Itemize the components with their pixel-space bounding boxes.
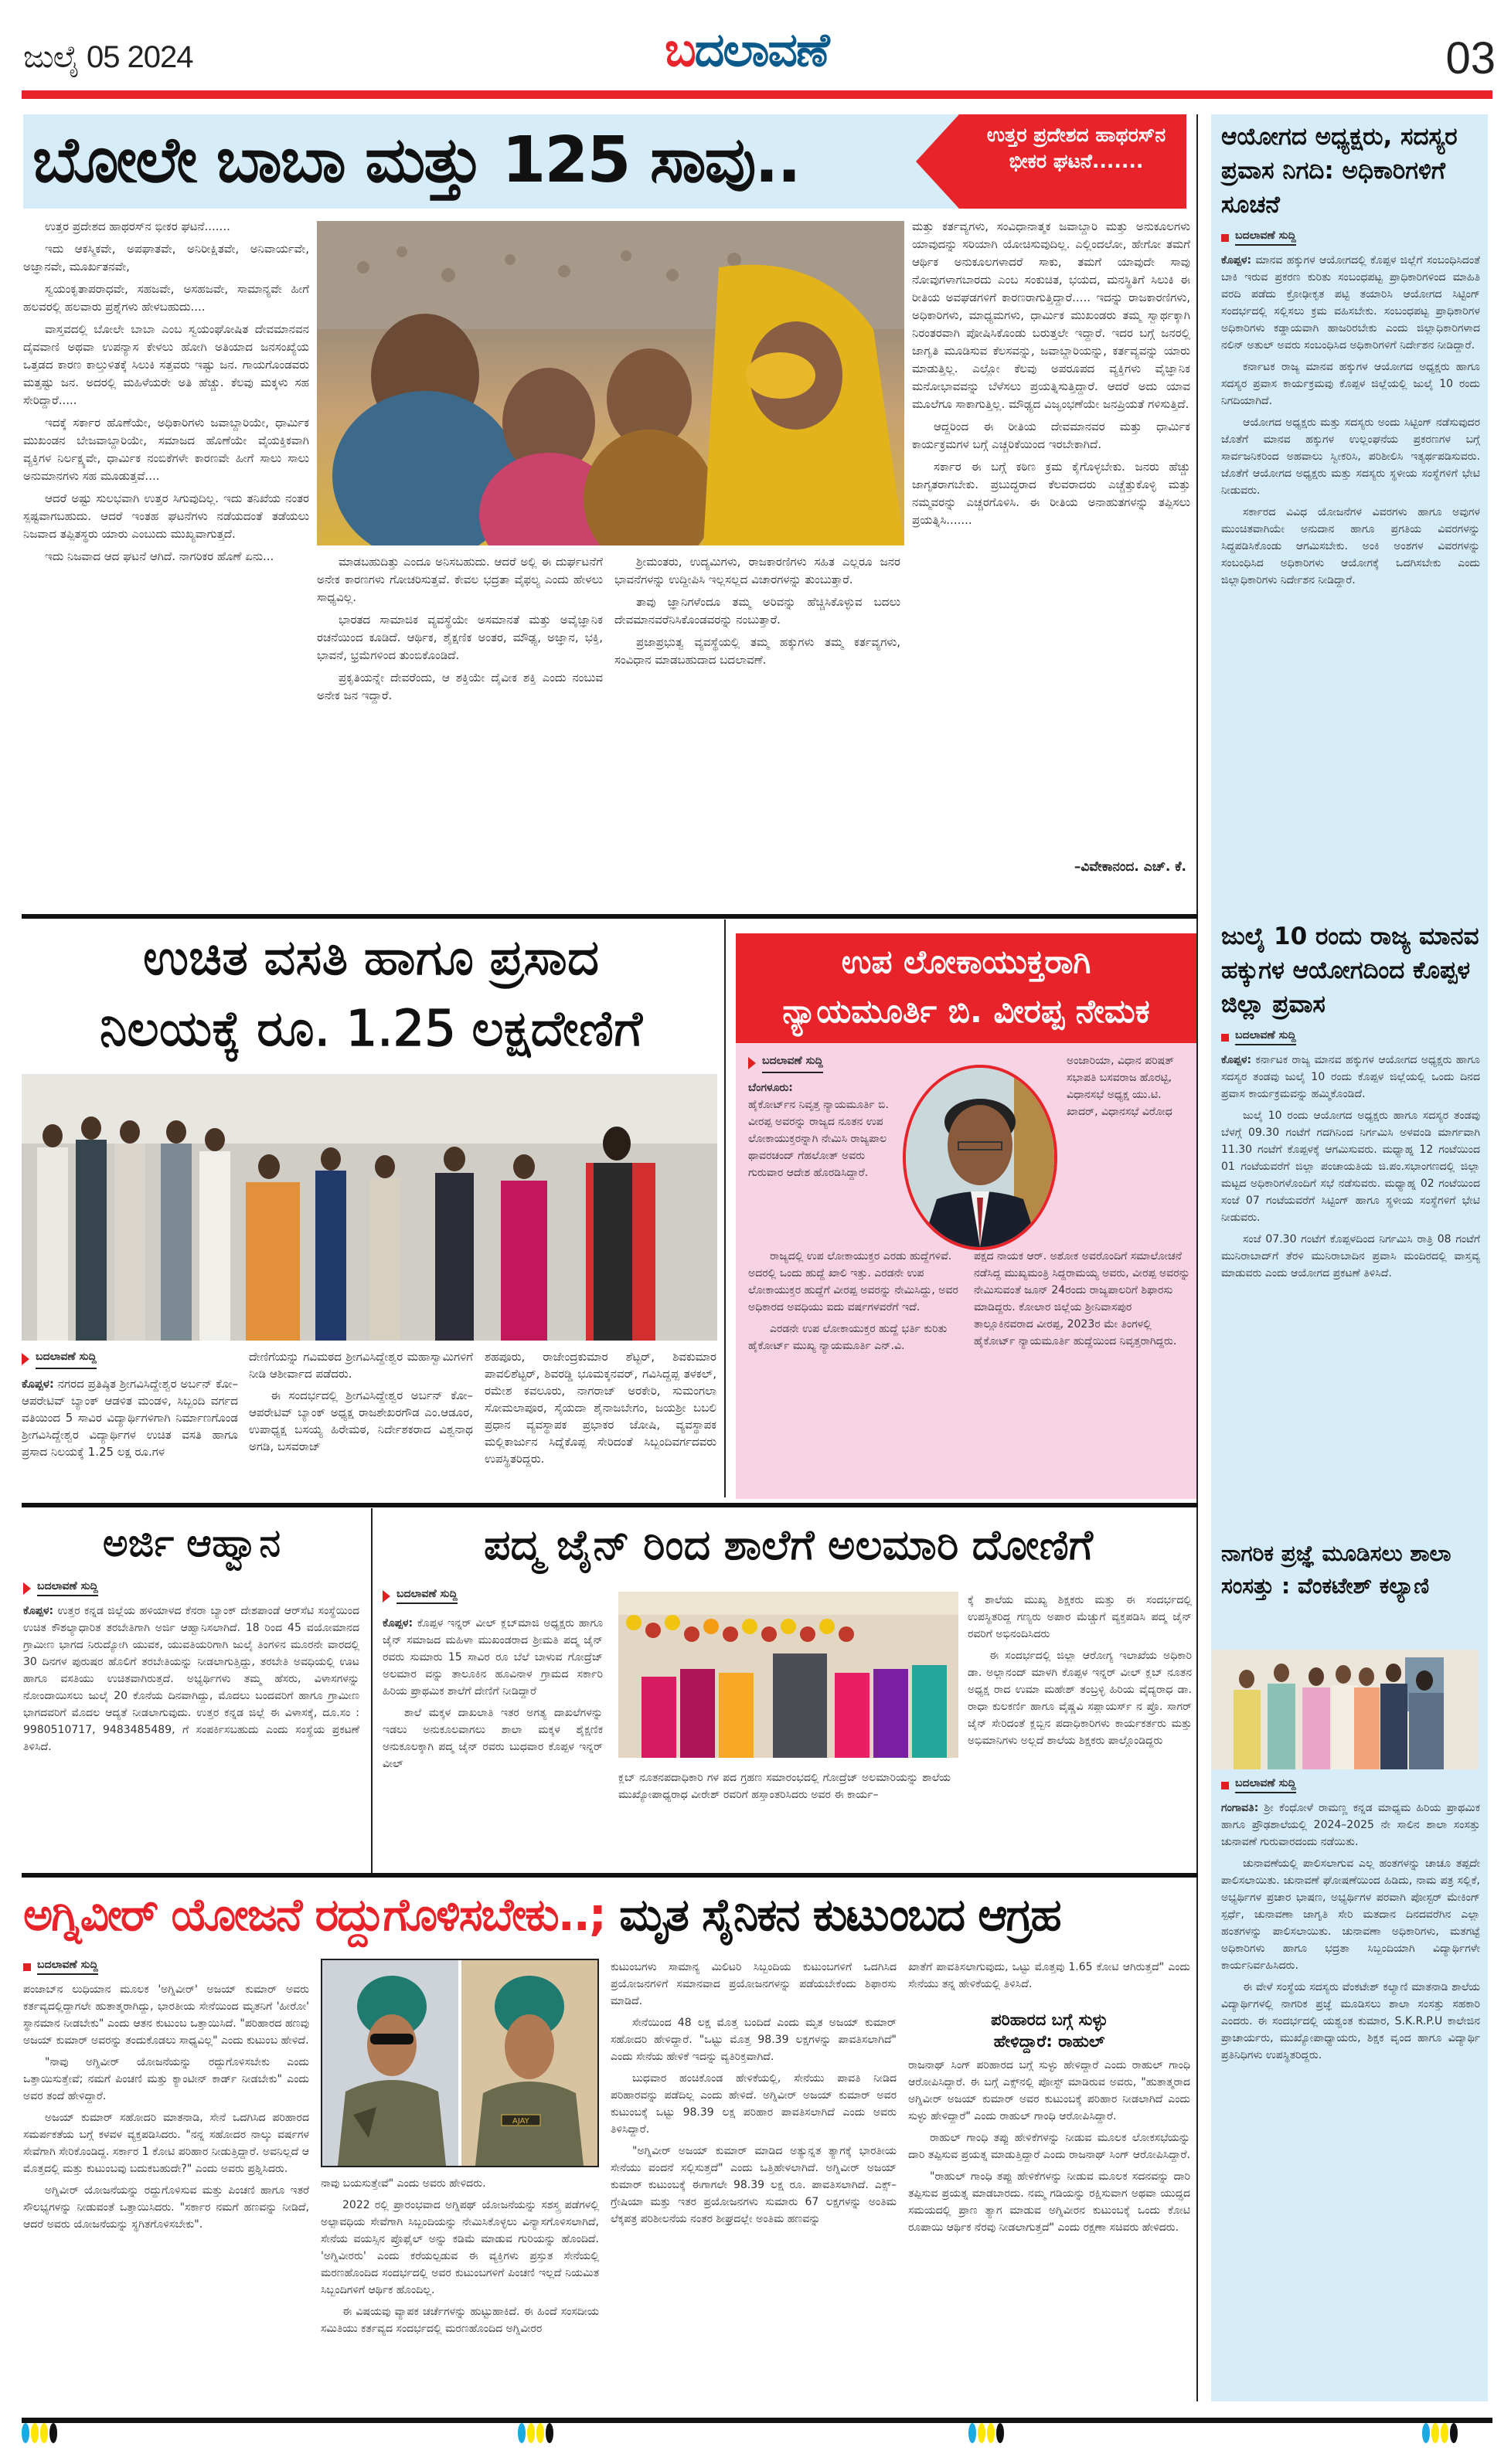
byline: ಬದಲಾವಣೆ ಸುದ್ದಿ [1221, 1777, 1480, 1793]
byline: ಬದಲಾವಣೆ ಸುದ್ದಿ [22, 1348, 238, 1369]
right-top-body: ಕೊಪ್ಪಳ: ಮಾನವ ಹಕ್ಕುಗಳ ಆಯೋಗದಲ್ಲಿ ಕೊಪ್ಪಳ ಜಿಲ್ಲೆಗೆ ಸಂಬಂಧಿಸಿದಂತೆ ಬಾಕಿ ಇರುವ ಪ್ರಕರಣ ಕುರಿತು ಸಂಬಂಧಪಟ್ಟ ಪ್ರಾಧಿಕಾರಿಗಳಿಂದ ಮಾಹಿತಿ ವರದಿ ಪಡೆದು ಕ್ರೋಢೀಕೃತ ಪಟ್ಟಿ ತಯಾರಿಸಿ ಆಯೋಗದ ಸಿಟ್ಟಿಂಗ್ ಸಂದರ್ಭದಲ್ಲಿ ಸಲ್ಲಿಸಲು ಕ್ರಮ ವಹಿಸಬೇಕು. ಸಂಬಂಧಪಟ್ಟ ಪ್ರಾಧಿಕಾರಿಗಳ ಅಧಿಕಾರಿಗಳು ಕಡ್ಡಾಯವಾಗಿ ಹಾಜರಿರಬೇಕು ಎಂದು ಜಿಲ್ಲಾಧಿಕಾರಿಗಳಾದ ನಲಿನ್ ಅತುಲ್ ಅವರು ಸಂಬಂಧಿಸಿದ ಅಧಿಕಾರಿಗಳಿಗೆ ನಿರ್ದೇಶನ ನೀಡಿದ್ದಾರೆ. ಕರ್ನಾಟಕ ರಾಜ್ಯ ಮಾನವ ಹಕ್ಕುಗಳ ಆಯೋಗದ ಅಧ್ಯಕ್ಷರು ಹಾಗೂ ಸದಸ್ಯರ ಪ್ರವಾಸ ಕಾರ್ಯಕ್ರಮವು ಕೊಪ್ಪಳ ಜಿಲ್ಲೆಯಲ್ಲಿ ಜುಲೈ 10 ರಂದು ನಿಗದಿಯಾಗಿದೆ. ಆಯೋಗದ ಅಧ್ಯಕ್ಷರು ಮತ್ತು ಸದಸ್ಯರು ಅಂದು ಸಿಟ್ಟಿಂಗ್ ನಡೆಸುವುದರ ಜೊತೆಗೆ ಮಾನವ ಹಕ್ಕುಗಳ ಉಲ್ಲಂಘನೆಯ ಪ್ರಕರಣಗಳ ಬಗ್ಗೆ ಸಾರ್ವಜನಿಕರಿಂದ ಅಹವಾಲು ಸ್ವೀಕರಿಸಿ, ಪರಿಶೀಲಿಸಿ ಇತ್ಯರ್ಥಪಡಿಸುವರು. ಜೊತೆಗೆ ಆಯೋಗದ ಅಧ್ಯಕ್ಷರು ಮತ್ತು ಸದಸ್ಯರು ಸ್ಥಳೀಯ ಸಂಸ್ಥೆಗಳಿಗೆ ಭೇಟಿ ನೀಡುವರು. ಸರ್ಕಾರದ ವಿವಿಧ ಯೋಜನೆಗಳ ವಿವರಗಳು ಹಾಗೂ ಅವುಗಳ ಮುಂಚಿತವಾಗಿಯೇ ಅನುದಾನ ಹಾಗೂ ಪ್ರಗತಿಯ ವಿವರಗಳನ್ನು ಸಿದ್ಧಪಡಿಸಿಕೊಂಡು ಆಗಮಿಸಬೇಕು. ಅಂಕಿ ಅಂಶಗಳ ವಿವರಗಳನ್ನು ಸಂಬಂಧಿಸಿದ ಅಧಿಕಾರಿಗಳು ಆಯೋಗಕ್ಕೆ ಒದಗಿಸಬೇಕು ಎಂದು ಜಿಲ್ಲಾಧಿಕಾರಿಗಳು ನಿರ್ದೇಶನ ನೀಡಿದ್ದಾರೆ. [1221, 254, 1480, 586]
padma-col-1-wrap [383, 1588, 603, 1610]
byline: ಬದಲಾವಣೆ ಸುದ್ದಿ [23, 1580, 359, 1596]
lead-paragraph: ಭಾರತದ ಸಾಮಾಜಿಕ ವ್ಯವಸ್ಥೆಯೇ ಅಸಮಾನತೆ ಮತ್ತು ಅವೈಜ್ಞಾನಿಕ ರಚನೆಯಿಂದ ಕೂಡಿದೆ. ಆರ್ಥಿಕ, ಶೈಕ್ಷಣಿಕ ಅಂತರ, ಮೌಢ್ಯ, ಅಜ್ಞಾನ, ಭಕ್ತಿ, ಭಾವನೆ, ಭ್ರಮೆಗಳಿಂದ ತುಂಬಿಕೊಂಡಿದೆ. [317, 613, 603, 662]
photo-justice-portrait-icon [906, 1068, 1054, 1247]
vasati-col-1: ಬದಲಾವಣೆ ಸುದ್ದಿ ಕೊಪ್ಪಳ: ನಗರದ ಪ್ರತಿಷ್ಠಿತ ಶ್ರೀಗವಿಸಿದ್ದೇಶ್ವರ ಅರ್ಬನ್ ಕೋ–ಆಪರೇಟಿವ್ ಬ್ಯಾಂಕ್ ಆಡಳಿತ ಮಂಡಳಿ, ಸಿಬ್ಬಂದಿ ವರ್ಗದ ವತಿಯಿಂದ 5 ಸಾವಿರ ವಿದ್ಯಾರ್ಥಿಗಳಿಗಾಗಿ ನಿರ್ಮಾಣಗೊಂಡ ಶ್ರೀಗವಿಸಿದ್ದೇಶ್ವರ ವಿದ್ಯಾರ್ಥಿಗಳ ಉಚಿತ ವಸತಿ ಹಾಗೂ ಪ್ರಸಾದ ನಿಲಯಕ್ಕೆ 1.25 ಲಕ್ಷ ರೂ.ಗಳ [22, 1348, 238, 1483]
lead-col-3 [614, 553, 900, 905]
photo-mourning-women-icon [317, 221, 904, 545]
agni-headline [23, 1882, 1194, 1947]
upa-left-col-bottom: ರಾಜ್ಯದಲ್ಲಿ ಉಪ ಲೋಕಾಯುಕ್ತರ ಎರಡು ಹುದ್ದೆಗಳಿವೆ. ಅದರಲ್ಲಿ ಒಂದು ಹುದ್ದೆ ಖಾಲಿ ಇತ್ತು. ಎರಡನೇ ಉಪ ಲೋಕಾಯುಕ್ತರ ಹುದ್ದೆಗೆ ವೀರಪ್ಪ ಅವರನ್ನು ನೇಮಿಸಿದ್ದು, ಅವರ ಅಧಿಕಾರದ ಅವಧಿಯು ಐದು ವರ್ಷಗಳವರೆಗೆ ಇದೆ. ಎರಡನೇ ಉಪ ಲೋಕಾಯುಕ್ತರ ಹುದ್ದೆ ಭರ್ತಿ ಕುರಿತು ಹೈಕೋರ್ಟ್ ಮುಖ್ಯ ನ್ಯಾಯಮೂರ್ತಿ ಎನ್.ವಿ. [748, 1250, 958, 1352]
byline: ಬದಲಾವಣೆ ಸುದ್ದಿ [23, 1959, 309, 1975]
page-number: 03 [1445, 33, 1496, 83]
dateline: ಕೊಪ್ಪಳ: [23, 1605, 54, 1617]
lead-paragraph: ಇದು ನಿಜವಾದ ಆದ ಘಟನೆ ಆಗಿದೆ. ನಾಗರಿಕರ ಹೊಣೆ ಏನು... [45, 549, 274, 563]
agni-subheadline-2: ಹೇಳಿದ್ದಾರೆ: ರಾಹುಲ್ [993, 2032, 1105, 2051]
vasati-col-2: ದೇಣಿಗೆಯನ್ನು ಗವಿಮಠದ ಶ್ರೀಗವಿಸಿದ್ದೇಶ್ವರ ಮಹಾಸ್ವಾಮಿಗಳಿಗೆ ನೀಡಿ ಆಶೀರ್ವಾದ ಪಡೆದರು. ಈ ಸಂದರ್ಭದಲ್ಲಿ ಶ್ರೀಗವಿಸಿದ್ದೇಶ್ವರ ಅರ್ಬನ್ ಕೋ–ಆಪರೇಟಿವ್ ಬ್ಯಾಂಕ್ ಅಧ್ಯಕ್ಷ ರಾಜಶೇಖರಗೌಡ ಎಂ.ಆಡೂರ, ಉಪಾಧ್ಯಕ್ಷ ಬಸಯ್ಯ ಹಿರೇಮಠ, ನಿರ್ದೇಶಕರಾದ ವಿಶ್ವನಾಥ ಅಗಡಿ, ಬಸವರಾಜ್ [249, 1350, 473, 1453]
veerappa-portrait[interactable] [903, 1065, 1057, 1250]
red-triangle-icon [383, 1590, 390, 1602]
masthead [0, 0, 1511, 89]
arji-article [23, 1580, 359, 1869]
column-divider [1196, 114, 1198, 2401]
issue-date: ಜುಲೈ 05 2024 [23, 40, 193, 74]
photo-donation-group-icon [22, 1074, 717, 1341]
agni-col-1-wrap [23, 1959, 309, 2414]
agni-headline-red: ಅಗ್ನಿವೀರ್ ಯೋಜನೆ ರದ್ದುಗೊಳಿಸಬೇಕು..; [23, 1888, 606, 1941]
padma-col-3: ಕ್ಕೆ ಶಾಲೆಯ ಮುಖ್ಯ ಶಿಕ್ಷಕರು ಮತ್ತು ಈ ಸಂದರ್ಭದಲ್ಲಿ ಉಪಸ್ಥಿತರಿದ್ದ ಗಣ್ಯರು ಅಪಾರ ಮೆಚ್ಚುಗೆ ವ್ಯಕ್ತಪಡಿಸಿ ಪದ್ಮ ಜೈನ್ ರವರಿಗೆ ಅಭಿನಂದಿಸಿದರು ಈ ಸಂದರ್ಭದಲ್ಲಿ ಜಿಲ್ಲಾ ಆರೋಗ್ಯ ಇಲಾಖೆಯ ಅಧಿಕಾರಿ ಡಾ. ಅಲ್ಲಾನಂದ್ ಮಾಳಗಿ ಕೊಪ್ಪಳ ಇನ್ನರ್ ವೀಲ್ ಕ್ಲಬ್ ನೂತನ ಅಧ್ಯಕ್ಷ ರಾದ ಉಮಾ ಮಹೇಶ್ ತಂಬ್ರಳ್ಳಿ ಹಿರಿಯ ವೈದ್ಯರಾಧ ಡಾ. ರಾಧಾ ಕುಲಕರ್ಣಿ ಹಾಗೂ ವೈಷ್ಣವಿ ಸಪ್ಲಾಯರ್ಸ್ ನ ಪ್ರೊ. ಸಾಗರ್ ಜೈನ್ ಸೇರಿದಂತೆ ಕ್ಲಬ್ಬಿನ ಪದಾಧಿಕಾರಿಗಳು ಕಾರ್ಯಕರ್ತರು ಮತ್ತು ಅಭಿಮಾನಿಗಳು ಅಲ್ಲದೆ ಶಾಲೆಯ ಶಿಕ್ಷಕರು ಪಾಲ್ಗೊಂಡಿದ್ದರು [968, 1594, 1192, 1747]
agni-subheadline-1: ಪರಿಹಾರದ ಬಗ್ಗೆ ಸುಳ್ಳು [991, 2010, 1108, 2029]
lead-paragraph: ಮಾಡಬಹುದಿತ್ತು ಎಂದೂ ಅನಿಸಬಹುದು. ಆದರೆ ಅಲ್ಲಿ ಈ ದುರ್ಘಟನೆಗೆ ಅನೇಕ ಕಾರಣಗಳು ಗೋಚರಿಸುತ್ತವೆ. ಕೇವಲ ಭದ್ರತಾ ವೈಫಲ್ಯ ಎಂದು ಹೇಳಲು ಸಾಧ್ಯವಿಲ್ಲ. [317, 555, 603, 604]
right-mid-article [1221, 919, 1480, 1453]
lead-paragraph: ಪ್ರಕೃತಿಯನ್ನೇ ದೇವರೆಂದು, ಆ ಶಕ್ತಿಯೇ ದೈವೀಕ ಶಕ್ತಿ ಎಂದು ನಂಬುವ ಅನೇಕ ಜನ ಇದ್ದಾರೆ. [317, 671, 603, 702]
lead-col-1 [23, 218, 309, 906]
vasati-headline-2: ನಿಲಯಕ್ಕೆ ರೂ. 1.25 ಲಕ್ಷದೇಣಿಗೆ [99, 1001, 643, 1058]
logo-first-letter: ಬ [665, 23, 695, 77]
color-bar-mark-icon [1422, 2423, 1458, 2443]
registration-marks [0, 2423, 1511, 2446]
arji-headline: ಅರ್ಜಿ ಆಹ್ವಾನ [102, 1521, 281, 1565]
logo-rest: ದಲಾವಣೆ [694, 23, 829, 77]
agni-photo[interactable] [321, 1959, 599, 2167]
vasati-photo[interactable] [22, 1074, 717, 1341]
lead-paragraph: ಶ್ರೀಮಂತರು, ಉದ್ಯಮಿಗಳು, ರಾಜಕಾರಣಿಗಳು ಸಹಿತ ಎಲ್ಲರೂ ಜನರ ಭಾವನೆಗಳನ್ನು ಉದ್ದೀಪಿಸಿ ಇಲ್ಲಸಲ್ಲದ ವಿಚಾರಗಳನ್ನು ತುಂಬುತ್ತಾರೆ. [614, 555, 900, 586]
lead-paragraph: ಉತ್ತರ ಪ್ರದೇಶದ ಹಾಥರಸ್‌ನ ಭೀಕರ ಘಟನೆ....... [45, 219, 230, 233]
masthead-red-rule [22, 90, 1492, 99]
dateline: ಕೊಪ್ಪಳ: [22, 1377, 54, 1391]
dateline: ಗಂಗಾವತಿ: [1221, 1802, 1259, 1814]
dateline: ಕೊಪ್ಪಳ: [383, 1617, 413, 1630]
upa-right-col-top: ಅಂಜಾರಿಯಾ, ವಿಧಾನ ಪರಿಷತ್ ಸಭಾಪತಿ ಬಸವರಾಜ ಹೊರಟ್ಟಿ, ವಿಧಾನಸಭೆ ಅಧ್ಯಕ್ಷ ಯು.ಟಿ. ಖಾದರ್, ವಿಧಾನಸಭೆ ವಿರೋಧ [1067, 1055, 1175, 1118]
red-square-icon [1221, 234, 1229, 242]
lead-paragraph: ಆದ್ದರಿಂದ ಈ ರೀತಿಯ ದೇವಮಾನವರ ಮತ್ತು ಧಾರ್ಮಿಕ ಕಾರ್ಯಕ್ರಮಗಳ ಬಗ್ಗೆ ಎಚ್ಚರಿಕೆಯಿಂದ ಇರಬೇಕಾಗಿದೆ. [912, 420, 1190, 451]
padma-col-1: ಕೊಪ್ಪಳ: ಕೊಪ್ಪಳ ಇನ್ನರ್ ವೀಲ್ ಕ್ಲಬ್‌ಮಾಜಿ ಅಧ್ಯಕ್ಷರು ಹಾಗೂ ಜೈನ್ ಸಮಾಜದ ಮಹಿಳಾ ಮುಖಂಡರಾದ ಶ್ರೀಮತಿ ಪದ್ಮ ಜೈನ್ ರವರು ಸುಮಾರು 15 ಸಾವಿರ ರೂ ಬೆಲೆ ಬಾಳುವ ಗೋದ್ರೆಜ್ ಅಲಮಾರ ವನ್ನು ತಾಲೂಕಿನ ಹೂವಿನಾಳ ಗ್ರಾಮದ ಸರ್ಕಾರಿ ಹಿರಿಯ ಪ್ರಾಥಮಿಕ ಶಾಲೆಗೆ ದೇಣಿಗೆ ನೀಡಿದ್ದಾರೆ ಶಾಲೆ ಮಕ್ಕಳ ದಾಖಲಾತಿ ಇತರ ಅಗತ್ಯ ದಾಖಲೆಗಳನ್ನು ಇಡಲು ಅನುಕೂಲವಾಗಲು ಶಾಲಾ ಮಕ್ಕಳ ಶೈಕ್ಷಣಿಕ ಅನುಕೂಲಕ್ಕಾಗಿ ಪದ್ಮ ಜೈನ್ ರವರು ಬುಧವಾರ ಕೊಪ್ಪಳ ಇನ್ನರ್ ವೀಲ್ [383, 1617, 603, 1770]
upa-headline-2: ನ್ಯಾಯಮೂರ್ತಿ ಬಿ. ವೀರಪ್ಪ ನೇಮಕ [782, 992, 1150, 1030]
arji-body: ಕೊಪ್ಪಳ: ಉತ್ತರ ಕನ್ನಡ ಜಿಲ್ಲೆಯ ಹಳಿಯಾಳದ ಕೆನರಾ ಬ್ಯಾಂಕ್ ದೇಶಪಾಂಡೆ ಆರ್‌ಸೆಟಿ ಸಂಸ್ಥೆಯಿಂದ ಉಚಿತ ಕೌಶಲ್ಯಾಧಾರಿತ ತರಬೇತಿಗಾಗಿ ಅರ್ಜಿ ಆಹ್ವಾನಿಸಲಾಗಿದೆ. 18 ರಿಂದ 45 ವಯೋಮಾನದ ಗ್ರಾಮೀಣ ಭಾಗದ ನಿರುದ್ಯೋಗಿ ಯುವಕ, ಯುವತಿಯರಿಗಾಗಿ ಜುಲೈ ತಿಂಗಳಿನ ಮೂರನೇ ವಾರದಲ್ಲಿ 30 ದಿನಗಳ ಪುರುಷರ ಹೊಲಿಗೆ ತರಬೇತಿಯನ್ನು ನೀಡಲಾಗುತ್ತಿದ್ದು, ತರಬೇತಿ ಅವಧಿಯಲ್ಲಿ ಊಟ ಹಾಗೂ ವಸತಿಯು ಉಚಿತವಾಗಿರುತ್ತದೆ. ಅಭ್ಯರ್ಥಿಗಳು ತಮ್ಮ ಹೆಸರು, ವಿಳಾಸಗಳನ್ನು ನೋಂದಾಯಿಸಲು ಜುಲೈ 20 ಕೊನೆಯ ದಿನವಾಗಿದ್ದು, ಮೊದಲು ಬಂದವರಿಗೆ ಹಾಗೂ ಗ್ರಾಮೀಣ ಭಾಗದವರಿಗೆ ಮೊದಲ ಆದ್ಯತೆ ನೀಡಲಾಗುವುದು. ಉತ್ತರ ಕನ್ನಡ ಜಿಲ್ಲೆ ಈ ವಿಳಾಸಕ್ಕೆ, ದೂ.ಸಂ : 9980510717, 9483485489, ಗೆ ಸಂಪರ್ಕಿಸಬಹುದು ಎಂದು ಸಂಸ್ಥೆಯ ಪ್ರಕಟಣೆ ತಿಳಿಸಿದೆ. [23, 1605, 359, 1753]
agni-col-1: ಪಂಜಾಬ್‌ನ ಲುಧಿಯಾನ ಮೂಲಕ 'ಅಗ್ನಿವೀರ್' ಅಜಯ್ ಕುಮಾರ್ ಅವರು ಕರ್ತವ್ಯದಲ್ಲಿದ್ದಾಗಲೇ ಹುತಾತ್ಮರಾಗಿದ್ದು, ಭಾರತೀಯ ಸೇನೆಯಿಂದ ಮೃತನಿಗೆ 'ಹೀರೋ' ಸ್ಥಾನಮಾನ ನೀಡಬೇಕು" ಎಂದು ಆತನ ಕುಟುಂಬ ಒತ್ತಾಯಿಸಿದೆ. "ಪರಿಹಾರದ ಹಣವು ಅಜಯ್ ಕುಮಾರ್ ಅವರನ್ನು ತಂದುಕೊಡಲು ಸಾಧ್ಯವಿಲ್ಲ" ಎಂದು ಕುಟುಂಬ ಹೇಳಿದೆ. "ನಾವು ಅಗ್ನಿವೀರ್ ಯೋಜನೆಯನ್ನು ರದ್ದುಗೊಳಿಸಬೇಕು ಎಂದು ಒತ್ತಾಯಿಸುತ್ತೇವೆ; ನಮಗೆ ಪಿಂಚಣಿ ಮತ್ತು ಕ್ಯಾಂಟೀನ್ ಕಾರ್ಡ್ ನೀಡಬೇಕು" ಎಂದು ಅವರ ತಂದೆ ಹೇಳಿದ್ದಾರೆ. ಅಜಯ್ ಕುಮಾರ್ ಸಹೋದರಿ ಮಾತನಾಡಿ, ಸೇನೆ ಒದಗಿಸಿದ ಪರಿಹಾರದ ಸಮರ್ಪಕತೆಯ ಬಗ್ಗೆ ಕಳವಳ ವ್ಯಕ್ತಪಡಿಸಿದರು. "ನನ್ನ ಸಹೋದರ ನಾಲ್ಕು ವರ್ಷಗಳ ಸೇವೆಗಾಗಿ ಸೇರಿಕೊಂಡಿದ್ದ. ಸರ್ಕಾರ 1 ಕೋಟಿ ಪರಿಹಾರ ನೀಡುತ್ತಿದ್ದಾರೆ. ಅವನಿಲ್ಲದೆ ಆ ಮೊತ್ತದಲ್ಲಿ ಮತ್ತು ಕುಟುಂಬವು ಬದುಕಬಹುದೇ?" ಎಂದು ಅವರು ಪ್ರಶ್ನಿಸಿದರು. ಅಗ್ನಿವೀರ್ ಯೋಜನೆಯನ್ನು ರದ್ದುಗೊಳಿಸುವ ಮತ್ತು ಪಿಂಚಣಿ ಹಾಗೂ ಇತರೆ ಸೌಲಭ್ಯಗಳನ್ನು ನೀಡುವಂತೆ ಒತ್ತಾಯಿಸಿದರು. "ಸರ್ಕಾರ ನಮಗೆ ಹಣವನ್ನು ನೀಡಿದೆ, ಆದರೆ ಅವರು ಯೋಜನೆಯನ್ನು ಸ್ಥಗಿತಗೊಳಿಸಬೇಕು". [23, 1983, 309, 2231]
padma-headline: ಪದ್ಮ ಜೈನ್ ರಿಂದ ಶಾಲೆಗೆ ಅಲಮಾರಿ ದೋಣಿಗೆ [483, 1521, 1094, 1569]
color-bar-mark-icon [968, 2423, 1004, 2443]
right-bottom-body-wrap [1221, 1777, 1480, 2387]
byline: ಬದಲಾವಣೆ ಸುದ್ದಿ [1221, 1029, 1480, 1045]
lead-paragraph: ಆದರೆ ಅಷ್ಟು ಸುಲಭವಾಗಿ ಉತ್ತರ ಸಿಗುವುದಿಲ್ಲ. ಇದು ತನಿಖೆಯ ನಂತರ ಸ್ಪಷ್ಟವಾಗಬಹುದು. ಆದರೆ ಇಂತಹ ಘಟನೆಗಳು ನಡೆಯದಂತೆ ತಡೆಯಲು ನಿಜವಾದ ತಪ್ಪಿತಸ್ಥರು ಯಾರು ಎಂಬುದು ಮುಖ್ಯವಾಗುತ್ತದೆ. [23, 491, 309, 541]
lead-col-4 [912, 218, 1190, 851]
vasati-headline-1: ಉಚಿತ ವಸತಿ ಹಾಗೂ ಪ್ರಸಾದ [142, 930, 600, 987]
agni-col-4-top: ಖಾತೆಗೆ ಪಾವತಿಸಲಾಗುವುದು, ಒಟ್ಟು ಮೊತ್ತವು 1.65 ಕೋಟಿ ಆಗಿರುತ್ತದೆ" ಎಂದು ಸೇನೆಯು ತನ್ನ ಹೇಳಿಕೆಯಲ್ಲಿ ತಿಳಿಸಿದೆ. [908, 1961, 1190, 1990]
red-square-icon [23, 1963, 31, 1971]
vasati-col-3: ಶಹಪೂರು, ರಾಜೇಂದ್ರಕುಮಾರ ಶೆಟ್ಟರ್, ಶಿವಕುಮಾರ ಪಾವಲಿಶೆಟ್ಟರ್, ಶಿವರಡ್ಡಿ ಭೂಮಕ್ಕನವರ್, ಗವಿಸಿದ್ದಪ್ಪ ತಳಕಲ್, ರಮೇಶ ಕವಲೂರು, ನಾಗರಾಜ್ ಅರಕೇರಿ, ಸುಮಂಗಲಾ ಸೋಮಲಾಪೂರ, ಸೈಯದಾ ಶೈನಾಜಬೇಗಂ, ಜಯಶ್ರೀ ಬಬಲಿ ಪ್ರಧಾನ ವ್ಯವಸ್ಥಾಪಕ ಪ್ರಭಾಕರ ಜೋಷಿ, ವ್ಯವಸ್ಥಾಪಕ ಮಲ್ಲಿಕಾರ್ಜುನ ಸಿದ್ನೆಕೊಪ್ಪ ಸೇರಿದಂತೆ ಸಿಬ್ಬಂದಿವರ್ಗದವರು ಉಪಸ್ಥಿತರಿದ್ದರು. [485, 1350, 716, 1466]
byline: ಬದಲಾವಣೆ ಸುದ್ದಿ [1221, 229, 1480, 246]
lead-paragraph: ಇದು ಆಕಸ್ಮಿಕವೇ, ಅಪಘಾತವೇ, ಅನಿರೀಕ್ಷಿತವೇ, ಅನಿವಾರ್ಯವೇ, ಅಜ್ಞಾನವೇ, ಮೂರ್ಖತನವೇ, [23, 242, 309, 274]
photo-soldier-icon [322, 1960, 597, 2166]
school-parliament-photo[interactable] [1212, 1650, 1479, 1769]
dateline: ಬೆಂಗಳೂರು: [748, 1082, 793, 1094]
lead-signature: –ವಿವೇಕಾನಂದ. ಎಚ್. ಕೆ. [1074, 859, 1186, 875]
section-rule [22, 1873, 1198, 1878]
dateline: ಕೊಪ್ಪಳ: [1221, 254, 1252, 267]
red-triangle-icon [23, 1582, 31, 1595]
dateline: ಕೊಪ್ಪಳ: [1221, 1054, 1252, 1066]
right-bottom-body: ಗಂಗಾವತಿ: ಶ್ರೀ ಕೆಂಧೋಳೆ ರಾಮಣ್ಣ ಕನ್ನಡ ಮಾಧ್ಯಮ ಹಿರಿಯ ಪ್ರಾಥಮಿಕ ಹಾಗೂ ಪ್ರೌಢಶಾಲೆಯಲ್ಲಿ 2024–2025 ನೇ ಸಾಲಿನ ಶಾಲಾ ಸಂಸತ್ತು ಚುನಾವಣೆ ಗುರುವಾರದಂದು ನಡೆಯಿತು. ಚುನಾವಣೆಯಲ್ಲಿ ಪಾಲಿಸಲಾಗುವ ಎಲ್ಲ ಹಂತಗಳನ್ನು ಚಾಚೂ ತಪ್ಪದೇ ಪಾಲಿಸಲಾಯಿತು. ಚುನಾವಣೆ ಘೋಷಣೆಯಿಂದ ಹಿಡಿದು, ನಾಮ ಪತ್ರ ಸಲ್ಲಿಕೆ, ಅಭ್ಯರ್ಥಿಗಳ ಪ್ರಚಾರ ಭಾಷಣ, ಅಭ್ಯರ್ಥಿಗಳ ಪರವಾಗಿ ಪೋಸ್ಟರ್ ಮೇಕಿಂಗ್ ಸ್ಪರ್ಧೆ, ಚುನಾವಣಾ ಜಾಗೃತಿ ಸೇರಿ ಮತದಾನ ದಿನದವರೆಗಿನ ಎಲ್ಲಾ ಹಂತಗಳನ್ನು ಪಾಲಿಸಲಾಯಿತು. ಚುನಾವಣಾ ಅಧಿಕಾರಿಗಳು, ಮತಗಟ್ಟೆ ಅಧಿಕಾರಿಗಳು ಹಾಗೂ ಭದ್ರತಾ ಸಿಬ್ಬಂದಿಯಾಗಿ ವಿದ್ಯಾರ್ಥಿಗಳೇ ಕಾರ್ಯನಿರ್ವಹಿಸಿದರು. ಈ ವೇಳೆ ಸಂಸ್ಥೆಯ ಸದಸ್ಯರು ವೆಂಕಟೇಶ್ ಕಲ್ಯಾಣಿ ಮಾತನಾಡಿ ಶಾಲೆಯ ವಿದ್ಯಾರ್ಥಿಗಳಲ್ಲಿ ನಾಗರಿಕ ಪ್ರಜ್ಞೆ ಮೂಡಿಸಲು ಶಾಲಾ ಸಂಸತ್ತು ಸಹಕಾರಿ ಎಂದರು. ಈ ಸಂದರ್ಭದಲ್ಲಿ ಯಶ್ವಂತ ಕುಮಾರ, S.K.R.P.U ಕಾಲೇಜಿನ ಪ್ರಾಚಾರ್ಯರು, ಮುಖ್ಯೋಪಾಧ್ಯಾಯರು, ಶಿಕ್ಷಕ ವೃಂದ ಹಾಗೂ ವಿದ್ಯಾರ್ಥಿ ಪ್ರತಿನಿಧಿಗಳು ಉಪಸ್ಥಿತರಿದ್ದರು. [1221, 1802, 1480, 2061]
byline: ಬದಲಾವಣೆ ಸುದ್ದಿ [383, 1588, 603, 1604]
photo-group-icon [1212, 1650, 1479, 1769]
padma-col-2: ಕ್ಲಬ್ ನೂತನಪದಾಧಿಕಾರಿ ಗಳ ಪದ ಗ್ರಹಣ ಸಮಾರಂಭದಲ್ಲಿ ಗೋದ್ರೆಜ್ ಅಲಮಾರಿಯನ್ನು ಶಾಲೆಯ ಮುಖ್ಯೋಪಾಧ್ಯರಾಧ ವೀರೇಶ್ ರವರಿಗೆ ಹಸ್ತಾಂತರಿಸಿದರು ಅವರ ಈ ಕಾರ್ಯ– [618, 1772, 951, 1801]
lead-paragraph: ಇದಕ್ಕೆ ಸರ್ಕಾರ ಹೊಣೆಯೇ, ಅಧಿಕಾರಿಗಳು ಜವಾಬ್ದಾರಿಯೇ, ಧಾರ್ಮಿಕ ಮುಖಂಡನ ಬೇಜವಾಬ್ದಾರಿಯೇ, ಸಮಾಜದ ಹೊಣೆಯೇ ವೈಯಕ್ತಿಕವಾಗಿ ವ್ಯಕ್ತಿಗಳ ನಿರ್ಲಕ್ಷ್ಯವೇ, ಧಾರ್ಮಿಕ ನಂಬಿಕೆಗಳೇ ಕಾರಣವೇ ಹೀಗೆ ಸಾಲು ಸಾಲು ಅನುಮಾನಗಳು ಸಹ ಮೂಡುತ್ತವೆ.... [23, 416, 309, 483]
padma-photo[interactable] [618, 1592, 958, 1758]
color-bar-mark-icon [518, 2423, 553, 2443]
lead-paragraph: ಸ್ವಯಂಕೃತಾಪರಾಧವೇ, ಸಹಜವೇ, ಅಸಹಜವೇ, ಸಾಮಾನ್ಯವೇ ಹೀಗೆ ಹಲವರಲ್ಲಿ ಹಲವಾರು ಪ್ರಶ್ನೆಗಳು ಹೇಳಬಹುದು.... [23, 282, 309, 314]
agni-col-3: ಕುಟುಂಬಗಳು ಸಾಮಾನ್ಯ ಮಿಲಿಟರಿ ಸಿಬ್ಬಂದಿಯ ಕುಟುಂಬಗಳಿಗೆ ಒದಗಿಸಿದ ಪ್ರಯೋಜನಗಳಿಗೆ ಸಮಾನವಾದ ಪ್ರಯೋಜನಗಳನ್ನು ಪಡೆಯಬೇಕೆಂದು ಶಿಫಾರಸು ಮಾಡಿದೆ. ಸೇನೆಯಿಂದ 48 ಲಕ್ಷ ಮೊತ್ತ ಬಂದಿದೆ ಎಂದು ಮೃತ ಅಜಯ್ ಕುಮಾರ್ ಸಹೋದರಿ ಹೇಳಿದ್ದಾರೆ. "ಒಟ್ಟು ಮೊತ್ತ 98.39 ಲಕ್ಷಗಳನ್ನು ಪಾವತಿಸಲಾಗಿದೆ" ಎಂದು ಸೇನೆಯ ಹೇಳಿಕೆ ಇದನ್ನು ವ್ಯತಿರಿಕ್ತವಾಗಿದೆ. ಬುಧವಾರ ಹಂಚಿಕೊಂಡ ಹೇಳಿಕೆಯಲ್ಲಿ, ಸೇನೆಯು ಪಾವತಿ ನೀಡಿದ ಪರಿಹಾರವನ್ನು ಪಡೆದಿಲ್ಲ ಎಂದು ಹೇಳಿದೆ. ಅಗ್ನಿವೀರ್ ಅಜಯ್ ಕುಮಾರ್ ಅವರ ಕುಟುಂಬಕ್ಕೆ ಒಟ್ಟು 98.39 ಲಕ್ಷ ಪರಿಹಾರ ಪಾವತಿಸಲಾಗಿದೆ ಎಂದು ಅವರು ತಿಳಿಸಿದ್ದಾರೆ. "ಅಗ್ನಿವೀರ್ ಅಜಯ್ ಕುಮಾರ್ ಮಾಡಿದ ಅತ್ಯುನ್ನತ ತ್ಯಾಗಕ್ಕೆ ಭಾರತೀಯ ಸೇನೆಯು ವಂದನೆ ಸಲ್ಲಿಸುತ್ತದೆ" ಎಂದು ಒತ್ತಿಹೇಳಲಾಗಿದೆ. ಅಗ್ನಿವೀರ್ ಅಜಯ್ ಕುಮಾರ್ ಕುಟುಂಬಕ್ಕೆ ಈಗಾಗಲೇ 98.39 ಲಕ್ಷ ರೂ. ಪಾವತಿಸಲಾಗಿದೆ. ಎಕ್ಸ್–ಗ್ರೇಷಿಯಾ ಮತ್ತು ಇತರ ಪ್ರಯೋಜನಗಳು ಸುಮಾರು 67 ಲಕ್ಷಗಳನ್ನು ಅಂತಿಮ ಲೆಕ್ಕಪತ್ರ ಪರಿಶೀಲನೆಯ ನಂತರ ಶೀಘ್ರದಲ್ಲೇ ಅಂತಿಮ ಹಣವನ್ನು [611, 1961, 897, 2225]
agni-col-2: ನಾವು ಬಯಸುತ್ತೇವೆ" ಎಂದು ಅವರು ಹೇಳಿದರು. 2022 ರಲ್ಲಿ ಪ್ರಾರಂಭವಾದ ಅಗ್ನಿಪಥ್ ಯೋಜನೆಯನ್ನು ಸಶಸ್ತ್ರ ಪಡೆಗಳಲ್ಲಿ ಅಲ್ಪಾವಧಿಯ ಸೇವೆಗಾಗಿ ಸಿಬ್ಬಂದಿಯನ್ನು ನೇಮಿಸಿಕೊಳ್ಳಲು ವಿನ್ಯಾಸಗೊಳಿಸಲಾಗಿದೆ, ಸೇನೆಯ ವಯಸ್ಸಿನ ಪ್ರೊಫೈಲ್ ಅನ್ನು ಕಡಿಮೆ ಮಾಡುವ ಗುರಿಯನ್ನು ಹೊಂದಿದೆ. 'ಅಗ್ನಿವೀರರು' ಎಂದು ಕರೆಯಲ್ಪಡುವ ಈ ವ್ಯಕ್ತಿಗಳು ಪ್ರಸ್ತುತ ಸೇನೆಯಲ್ಲಿ ಮರಣಹೊಂದಿದ ಸಂದರ್ಭದಲ್ಲಿ ಅವರ ಕುಟುಂಬಗಳಿಗೆ ಪಿಂಚಣಿ ಇಲ್ಲದೆ ನಿಯಮಿತ ಸಿಬ್ಬಂದಿಗಳಿಗೆ ಆರ್ಥಿಕ ಹೊಂದಿಲ್ಲ. ಈ ವಿಷಯವು ವ್ಯಾಪಕ ಚರ್ಚೆಗಳನ್ನು ಹುಟ್ಟುಹಾಕಿದೆ. ಈ ಹಿಂದೆ ಸಂಸದೀಯ ಸಮಿತಿಯು ಕರ್ತವ್ಯದ ಸಂದರ್ಭದಲ್ಲಿ ಮರಣಹೊಂದಿದ ಅಗ್ನಿವೀರರ [321, 2177, 599, 2335]
lead-paragraph: ತಾವು ಜ್ಞಾನಿಗಳೆಂದೂ ತಮ್ಮ ಅರಿವನ್ನು ಹೆಚ್ಚಿಸಿಕೊಳ್ಳುವ ಬದಲು ದೇವಮಾನವರೆನಿಸಿಕೊಂಡವರನ್ನು ನಂಬುತ್ತಾರೆ. [614, 595, 900, 627]
lead-headline: ಬೋಲೇ ಬಾಬಾ ಮತ್ತು 125 ಸಾವು.. [32, 124, 800, 197]
red-triangle-icon [22, 1353, 29, 1365]
section-rule [22, 914, 1198, 919]
photo-cupboard-handover-icon [618, 1592, 958, 1758]
right-mid-headline: ಜುಲೈ 10 ರಂದು ರಾಜ್ಯ ಮಾನವ ಹಕ್ಕುಗಳ ಆಯೋಗದಿಂದ ಕೊಪ್ಪಳ ಜಿಲ್ಲಾ ಪ್ರವಾಸ [1221, 923, 1479, 1018]
lead-paragraph: ಸರ್ಕಾರ ಈ ಬಗ್ಗೆ ಕಠಿಣ ಕ್ರಮ ಕೈಗೊಳ್ಳಬೇಕು. ಜನರು ಹೆಚ್ಚು ಜಾಗೃತರಾಗಬೇಕು. ಪ್ರಬುದ್ಧರಾದ ಕೆಲವರಾದರು ಎಚ್ಚೆತ್ತುಕೊಳ್ಳಿ ಮತ್ತು ನಮ್ಮವರನ್ನು ಎಚ್ಚರಗೊಳಿಸಿ. ಈ ರೀತಿಯ ಅನಾಹುತಗಳನ್ನು ತಪ್ಪಿಸಲು ಪ್ರಯತ್ನಿಸಿ....... [912, 460, 1190, 527]
newspaper-logo[interactable] [665, 23, 829, 77]
agni-headline-black: ಮೃತ ಸೈನಿಕನ ಕುಟುಂಬದ ಆಗ್ರಹ [619, 1888, 1060, 1941]
agni-col-4: ರಾಜನಾಥ್ ಸಿಂಗ್ ಪರಿಹಾರದ ಬಗ್ಗೆ ಸುಳ್ಳು ಹೇಳಿದ್ದಾರೆ ಎಂದು ರಾಹುಲ್ ಗಾಂಧಿ ಆರೋಪಿಸಿದ್ದಾರೆ. ಈ ಬಗ್ಗೆ ಎಕ್ಸ್‌ನಲ್ಲಿ ಪೋಸ್ಟ್ ಮಾಡಿರುವ ಅವರು, "ಹುತಾತ್ಮರಾದ ಅಗ್ನಿವೀರ್ ಅಜಯ್ ಕುಮಾರ್ ಅವರ ಕುಟುಂಬಕ್ಕೆ ಪರಿಹಾರ ನೀಡಲಾಗಿದೆ ಎಂದು ಸುಳ್ಳು ಹೇಳಿದ್ದಾರೆ" ಎಂದು ರಾಹುಲ್ ಗಾಂಧಿ ಆರೋಪಿಸಿದ್ದಾರೆ. ರಾಹುಲ್ ಗಾಂಧಿ ತಪ್ಪು ಹೇಳಿಕೆಗಳನ್ನು ನೀಡುವ ಮೂಲಕ ಲೋಕಸಭೆಯನ್ನು ದಾರಿ ತಪ್ಪಿಸುವ ಪ್ರಯತ್ನ ಮಾಡುತ್ತಿದ್ದಾರೆ ಎಂದು ರಾಜನಾಥ್ ಸಿಂಗ್ ಆರೋಪಿಸಿದ್ದಾರೆ. "ರಾಹುಲ್ ಗಾಂಧಿ ತಪ್ಪು ಹೇಳಿಕೆಗಳನ್ನು ನೀಡುವ ಮೂಲಕ ಸದನವನ್ನು ದಾರಿ ತಪ್ಪಿಸುವ ಪ್ರಯತ್ನ ಮಾಡಬಾರದು. ನಮ್ಮ ಗಡಿಯನ್ನು ರಕ್ಷಿಸುವಾಗ ಅಥವಾ ಯುದ್ಧದ ಸಮಯದಲ್ಲಿ ಪ್ರಾಣ ತ್ಯಾಗ ಮಾಡುವ ಅಗ್ನಿವೀರನ ಕುಟುಂಬಕ್ಕೆ ಒಂದು ಕೋಟಿ ರೂಪಾಯಿ ಆರ್ಥಿಕ ನೆರವು ನೀಡಲಾಗುತ್ತದೆ" ಎಂದು ರಕ್ಷಣಾ ಸಚಿವರು ಹೇಳಿದರು. [908, 2059, 1190, 2234]
upa-left-col: ಬದಲಾವಣೆ ಸುದ್ದಿ ಬೆಂಗಳೂರು: ಹೈಕೋರ್ಟ್‌ನ ನಿವೃತ್ತ ನ್ಯಾಯಮೂರ್ತಿ ಬಿ. ವೀರಪ್ಪ ಅವರನ್ನು ರಾಜ್ಯದ ನೂತನ ಉಪ ಲೋಕಾಯುಕ್ತರನ್ನಾಗಿ ನೇಮಿಸಿ ರಾಜ್ಯಪಾಲ ಥಾವರಚಂದ್ ಗೆಹಲೋತ್ ಅವರು ಗುರುವಾರ ಆದೇಶ ಹೊರಡಿಸಿದ್ದಾರೆ. [748, 1052, 895, 1238]
upa-headline-1: ಉಪ ಲೋಕಾಯುಕ್ತರಾಗಿ [841, 943, 1091, 981]
lead-paragraph: ಮತ್ತು ಕರ್ತವ್ಯಗಳು, ಸಂವಿಧಾನಾತ್ಮಕ ಜವಾಬ್ದಾರಿ ಮತ್ತು ಅನುಕೂಲಗಳು ಯಾವುದನ್ನು ಸರಿಯಾಗಿ ಯೋಚಿಸುವುದಿಲ್ಲ. ಎಲ್ಲಿಂದಲೋ, ಹೇಗೋ ತಮಗೆ ಆರ್ಥಿಕ ಅನುಕೂಲಗಳಾದರೆ ಸಾಕು, ತಮಗೆ ಯಾವುದೇ ಸಾವು ನೋವುಗಳಾಗಬಾರದು ಎಂಬ ಸಂಕುಚಿತ, ಭಯದ, ಮನಸ್ಥಿತಿಗೆ ಸಿಲುಕಿ ಈ ರೀತಿಯ ಅವಘಡಗಳಿಗೆ ಕಾರಣರಾಗುತ್ತಿದ್ದಾರೆ..... ಇದನ್ನು ರಾಜಕಾರಣಿಗಳು, ಅಧಿಕಾರಿಗಳು, ಮಾಧ್ಯಮಗಳು, ಧಾರ್ಮಿಕ ಮುಖಂಡರು ತಮ್ಮ ಸ್ವಾರ್ಥಕ್ಕಾಗಿ ನಿರಂತರವಾಗಿ ಪೋಷಿಸಿಕೊಂಡು ಬರುತ್ತಲೇ ಇದ್ದಾರೆ. ಇದರ ಬಗ್ಗೆ ಜನರಲ್ಲಿ ಜಾಗೃತಿ ಮೂಡಿಸುವ ಕೆಲಸವನ್ನು, ಜವಾಬ್ದಾರಿಯನ್ನು, ಕರ್ತವ್ಯವನ್ನು ಯಾರು ಮಾಡುತ್ತಿಲ್ಲ. ಎಲ್ಲೋ ಕೆಲವು ಅಪರೂಪದ ವ್ಯಕ್ತಿಗಳು ವೈಜ್ಞಾನಿಕ ಮನೋಭಾವವನ್ನು ಬೆಳೆಸಲು ಪ್ರಯತ್ನಿಸುತ್ತಿದ್ದಾರೆ. ಆದರೆ ಅದು ಯಾವ ಮೂಲೆಗೂ ಸಾಕಾಗುತ್ತಿಲ್ಲ. ಮೌಢ್ಯದ ವಿಜೃಂಭಣೆಯೇ ಜನಪ್ರಿಯತೆ ಗಳಿಸುತ್ತಿದೆ. [912, 219, 1190, 411]
right-top-headline: ಆಯೋಗದ ಅಧ್ಯಕ್ಷರು, ಸದಸ್ಯರ ಪ್ರವಾಸ ನಿಗದಿ: ಅಧಿಕಾರಿಗಳಿಗೆ ಸೂಚನೆ [1221, 123, 1458, 219]
right-top-article [1221, 120, 1480, 940]
lead-paragraph: ವಾಸ್ತವದಲ್ಲಿ ಬೋಲೇ ಬಾಬಾ ಎಂಬ ಸ್ವಯಂಘೋಷಿತ ದೇವಮಾನವನ ದೈವವಾಣಿ ಅಥವಾ ಉಪನ್ಯಾಸ ಕೇಳಲು ಹೋಗಿ ಅತಿಯಾದ ಜನಸಂಖ್ಯೆಯ ಒತ್ತಡದ ಕಾರಣ ಕಾಲ್ತುಳಿತಕ್ಕೆ ಸಿಲುಕಿ ಸತ್ತವರು ಇಷ್ಟು ಜನ. ಗಾಯಗೊಂಡವರು ಮತ್ತಷ್ಟು ಜನ. ಅದರಲ್ಲಿ ಮಹಿಳೆಯರೇ ಅತಿ ಹೆಚ್ಚು. ಕೆಲವು ಮಕ್ಕಳು ಸಹ ಸೇರಿದ್ದಾರೆ..... [23, 322, 309, 407]
lead-tag: ಉತ್ತರ ಪ್ರದೇಶದ ಹಾಥರಸ್‌ನ ಭೀಕರ ಘಟನೆ....... [986, 124, 1166, 172]
byline: ಬದಲಾವಣೆ ಸುದ್ದಿ [748, 1052, 895, 1073]
red-square-icon [1221, 1034, 1229, 1042]
footer-rule [22, 2418, 1492, 2423]
red-triangle-icon [748, 1057, 756, 1069]
right-mid-body: ಕೊಪ್ಪಳ: ಕರ್ನಾಟಕ ರಾಜ್ಯ ಮಾನವ ಹಕ್ಕುಗಳ ಆಯೋಗದ ಅಧ್ಯಕ್ಷರು ಹಾಗೂ ಸದಸ್ಯರ ತಂಡವು ಜುಲೈ 10 ರಂದು ಕೊಪ್ಪಳ ಜಿಲ್ಲೆಯಲ್ಲಿ ಒಂದು ದಿನದ ಪ್ರವಾಸ ಕಾರ್ಯಕ್ರಮವನ್ನು ಹಮ್ಮಿಕೊಂಡಿದೆ. ಜುಲೈ 10 ರಂದು ಆಯೋಗದ ಅಧ್ಯಕ್ಷರು ಹಾಗೂ ಸದಸ್ಯರ ತಂಡವು ಬೆಳಗ್ಗೆ 09.30 ಗಂಟೆಗೆ ಗದಗಿನಿಂದ ನಿರ್ಗಮಿಸಿ ಅಳವಂಡಿ ಮಾರ್ಗವಾಗಿ 11.30 ಗಂಟೆಗೆ ಕೊಪ್ಪಳಕ್ಕೆ ಆಗಮಿಸುವರು. ಮಧ್ಯಾಹ್ನ 12 ಗಂಟೆಯಿಂದ 01 ಗಂಟೆಯವರೆಗೆ ಜಿಲ್ಲಾ ಪಂಚಾಯತಿಯ ಜಿ.ಪಂ.ಸಭಾಂಗಣದಲ್ಲಿ ಜಿಲ್ಲಾ ಮಟ್ಟದ ಅಧಿಕಾರಿಗಳೊಂದಿಗೆ ಸಭೆ ನಡೆಸುವರು. ಮಧ್ಯಾಹ್ನ 02 ಗಂಟೆಯಿಂದ ಸಂಜೆ 07 ಗಂಟೆಯವರೆಗೆ ಸಿಟ್ಟಿಂಗ್ ಹಾಗೂ ಸ್ಥಳೀಯ ಸಂಸ್ಥೆಗಳಿಗೆ ಭೇಟಿ ನೀಡುವರು. ಸಂಜೆ 07.30 ಗಂಟೆಗೆ ಕೊಪ್ಪಳದಿಂದ ನಿರ್ಗಮಿಸಿ ರಾತ್ರಿ 08 ಗಂಟೆಗೆ ಮುನಿರಾಬಾದ್‌ಗೆ ತೆರಳಿ ಮುನಿರಾಬಾದಿನ ಪ್ರವಾಸಿ ಮಂದಿರದಲ್ಲಿ ವಾಸ್ತವ್ಯ ಮಾಡುವರು ಎಂದು ಆಯೋಗದ ಪ್ರಕಟಣೆ ತಿಳಿಸಿದೆ. [1221, 1054, 1480, 1280]
name-badge-text: AJAY [512, 2117, 529, 2126]
lead-photo-crowd[interactable] [317, 221, 904, 545]
section-rule [22, 1503, 1198, 1507]
right-bottom-article [1221, 1538, 1480, 1609]
column-divider [371, 1508, 373, 1874]
lead-paragraph: ಪ್ರಜಾಪ್ರಭುತ್ವ ವ್ಯವಸ್ಥೆಯಲ್ಲಿ ತಮ್ಮ ಹಕ್ಕುಗಳು ತಮ್ಮ ಕರ್ತವ್ಯಗಳು, ಸಂವಿಧಾನ ಮಾಡಬಹುದಾದ ಬದಲಾವಣೆ. [614, 635, 900, 667]
column-divider [724, 919, 726, 1497]
right-bottom-headline: ನಾಗರಿಕ ಪ್ರಜ್ಞೆ ಮೂಡಿಸಲು ಶಾಲಾ ಸಂಸತ್ತು : ವೆಂಕಟೇಶ್ ಕಲ್ಯಾಣಿ [1221, 1541, 1451, 1599]
color-bar-mark-icon [22, 2423, 57, 2443]
red-square-icon [1221, 1782, 1229, 1789]
lead-col-2 [317, 553, 603, 905]
upa-right-col-bottom: ಪಕ್ಷದ ನಾಯಕ ಆರ್. ಅಶೋಕ ಅವರೊಂದಿಗೆ ಸಮಾಲೋಚನೆ ನಡೆಸಿದ್ದ ಮುಖ್ಯಮಂತ್ರಿ ಸಿದ್ದರಾಮಯ್ಯ ಅವರು, ವೀರಪ್ಪ ಅವರನ್ನು ನೇಮಿಸುವಂತೆ ಜೂನ್ 24ರಂದು ರಾಜ್ಯಪಾಲರಿಗೆ ಶಿಫಾರಸು ಮಾಡಿದ್ದರು. ಕೋಲಾರ ಜಿಲ್ಲೆಯ ಶ್ರೀನಿವಾಸಪುರ ತಾಲ್ಲೂಕಿನವರಾದ ವೀರಪ್ಪ, 2023ರ ಮೇ ತಿಂಗಳಲ್ಲಿ ಹೈಕೋರ್ಟ್ ನ್ಯಾಯಮೂರ್ತಿ ಹುದ್ದೆಯಿಂದ ನಿವೃತ್ತರಾಗಿದ್ದರು. [974, 1250, 1190, 1348]
